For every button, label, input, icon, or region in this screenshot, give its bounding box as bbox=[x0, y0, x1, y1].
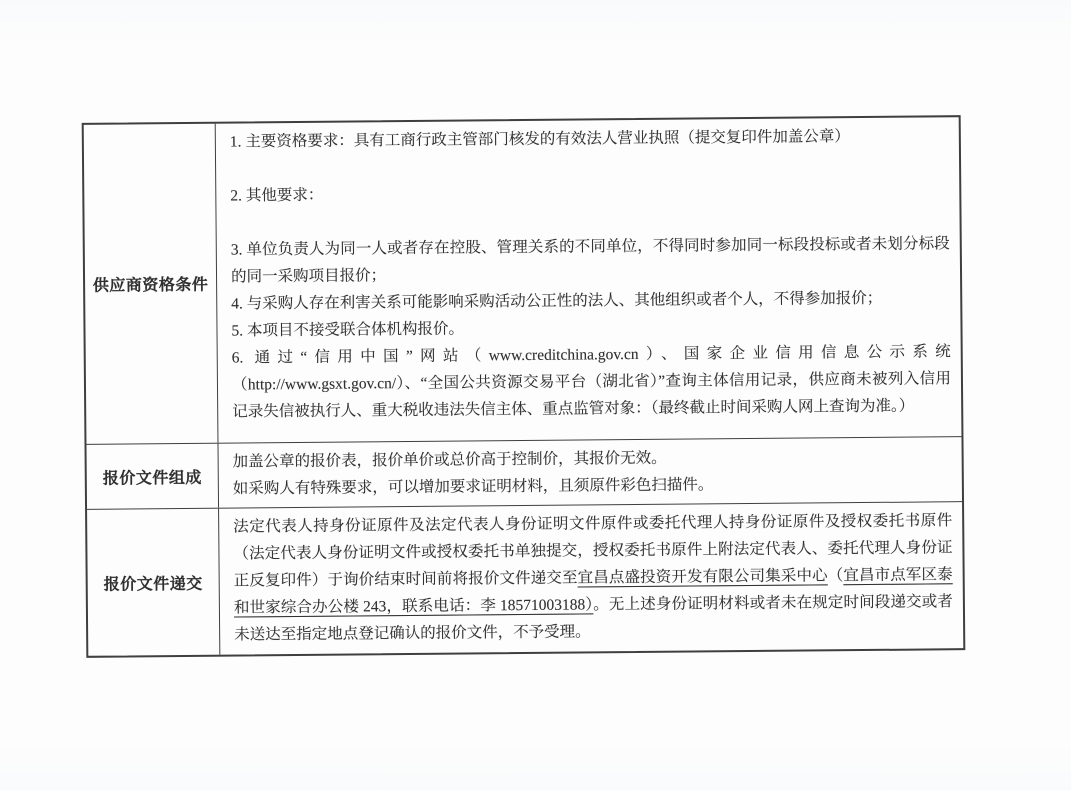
underlined-text: 宜昌市点军区泰和世家综合办公楼 243，联系电话：李 18571003188） bbox=[233, 566, 953, 617]
paragraph bbox=[232, 338, 952, 425]
row-content-supplier-qualification-conditions bbox=[216, 117, 962, 442]
text-segment: 如采购人有特殊要求，可以增加要求证明材料，且须原件彩色扫描件。 bbox=[232, 476, 714, 498]
row-label-supplier-qualification-conditions: 供应商资格条件 bbox=[84, 124, 219, 444]
row-label-quotation-document-submission: 报价文件递交 bbox=[87, 509, 220, 656]
row-content-quotation-document-composition bbox=[218, 437, 962, 507]
text-segment: 3. 单位负责人为同一人或者存在控股、管理关系的不同单位，不得同时参加同一标段投标或者未划分标段的同一采购项目报价； bbox=[230, 235, 950, 286]
text-segment: 6. 通过“信用中国”网站（www.creditchina.gov.cn）、国家企业信用信息公示系统（http://www.gsxt.gov.cn/）、“全国公共资源交易平台（湖北省）”查询主体信用记录，供应商未被列入信用记录失信被执行人、重大税收违法失信主体、重点监管对象：（最终截止时间采购人网上查询为准。） bbox=[231, 343, 952, 421]
text-segment: （ bbox=[827, 567, 844, 585]
row-content-quotation-document-submission bbox=[219, 502, 963, 654]
table-row-quotation-document-submission bbox=[87, 501, 963, 656]
paragraph bbox=[233, 507, 953, 648]
underlined-text: 宜昌点盛投资开发有限公司集采中心 bbox=[577, 567, 828, 587]
text-segment: 法定代表人持身份证原件及法定代表人身份证明文件原件或委托代理人持身份证原件及授权委托书原件（法定代表人身份证明文件或授权委托书单独提交，授权委托书原件上附法定代表人、委托代理人身份证正反复印件）于询价结束时间前将报价文件递交至 bbox=[233, 512, 953, 590]
table-row-quotation-document-composition bbox=[86, 436, 962, 509]
table-row-supplier-qualification-conditions bbox=[84, 117, 962, 444]
text-segment: 加盖公章的报价表，报价单价或总价高于控制价，其报价无效。 bbox=[232, 449, 667, 471]
row-label-quotation-document-composition: 报价文件组成 bbox=[86, 444, 219, 509]
paragraph bbox=[233, 469, 952, 502]
text-segment: 。无上述身份证明材料或者未在规定时间段递交或者未送达至指定地点登记确认的报价文件，不予受理。 bbox=[234, 593, 953, 644]
qualification-table bbox=[82, 115, 966, 658]
paragraph bbox=[231, 230, 950, 290]
text-segment: 2. 其他要求： bbox=[230, 186, 324, 205]
text-segment: 1. 主要资格要求：具有工商行政主管部门核发的有效法人营业执照（提交复印件加盖公章） bbox=[229, 128, 850, 151]
text-segment: 4. 与采购人存在利害关系可能影响采购活动公正性的法人、其他组织或者个人，不得参加报价； bbox=[231, 289, 883, 313]
text-segment: 5. 本项目不接受联合体机构报价。 bbox=[231, 320, 465, 340]
